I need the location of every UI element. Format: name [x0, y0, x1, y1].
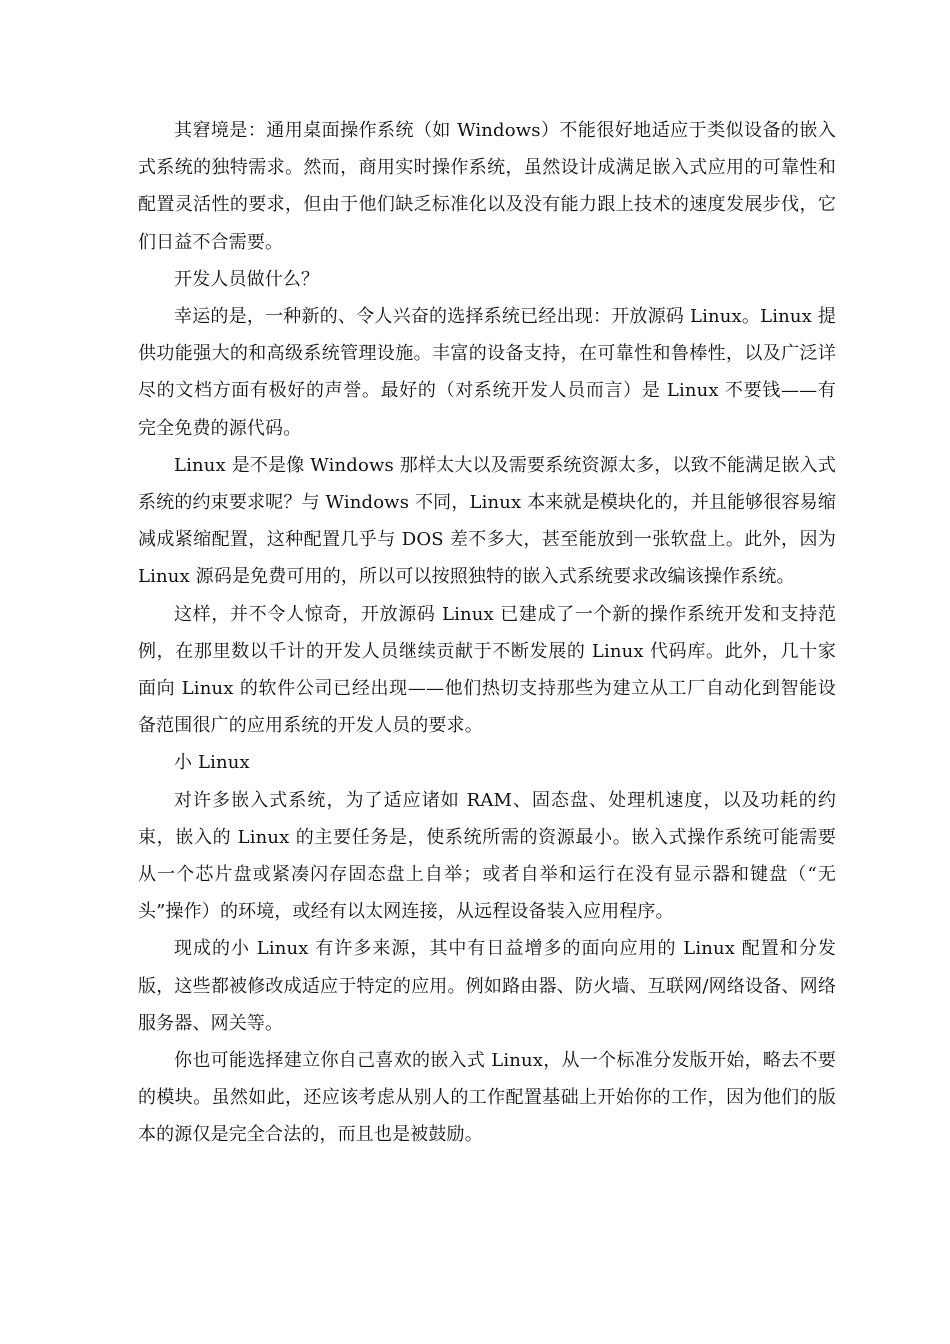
- section-heading-what-to-do: 开发人员做什么？: [174, 268, 320, 290]
- section-heading-small-linux: 小 Linux: [174, 752, 250, 774]
- paragraph-linux-vs-windows: Linux 是不是像 Windows 那样太大以及需要系统资源太多，以致不能满足嵌入式系统的约束要求呢？与 Windows 不同，Linux 本来就是模块化的，并且能够很容易缩减成紧缩配置，这种配置几乎与 DOS 差不多大，甚至能放到一张软盘上。此外，因为 Linux 源码是免费可用的，所以可以按照独特的嵌入式系统要求改编该操作系统。: [138, 454, 836, 588]
- paragraph-development-paradigm: 这样，并不令人惊奇，开放源码 Linux 已建成了一个新的操作系统开发和支持范例，在那里数以千计的开发人员继续贡献于不断发展的 Linux 代码库。此外，几十家面向 Linux 的软件公司已经出现——他们热切支持那些为建立从工厂自动化到智能设备范围很广的应用系统的开发人员的要求。: [138, 603, 836, 737]
- document-page: [138, 112, 836, 1154]
- paragraph-resource-constraints: 对许多嵌入式系统，为了适应诸如 RAM、固态盘、处理机速度，以及功耗的约束，嵌入的 Linux 的主要任务是，使系统所需的资源最小。嵌入式操作系统可能需要从一个芯片盘或紧凑闪存固态盘上自举；或者自举和运行在没有显示器和键盘（“无头”操作）的环境，或经有以太网连接，从远程设备装入应用程序。: [138, 789, 836, 923]
- paragraph-open-source-linux: 幸运的是，一种新的、令人兴奋的选择系统已经出现：开放源码 Linux。Linux 提供功能强大的和高级系统管理设施。丰富的设备支持，在可靠性和鲁棒性，以及广泛详尽的文档方面有极好的声誉。最好的（对系统开发人员而言）是 Linux 不要钱——有完全免费的源代码。: [138, 306, 836, 439]
- paragraph-dilemma: 其窘境是：通用桌面操作系统（如 Windows）不能很好地适应于类似设备的嵌入式系统的独特需求。然而，商用实时操作系统，虽然设计成满足嵌入式应用的可靠性和配置灵活性的要求，但由于他们缺乏标准化以及没有能力跟上技术的速度发展步伐，它们日益不合需要。: [138, 120, 836, 253]
- paragraph-build-your-own: 你也可能选择建立你自己喜欢的嵌入式 Linux，从一个标准分发版开始，略去不要的模块。虽然如此，还应该考虑从别人的工作配置基础上开始你的工作，因为他们的版本的源仅是完全合法的，而且也是被鼓励。: [138, 1050, 836, 1146]
- paragraph-ready-made-distributions: 现成的小 Linux 有许多来源，其中有日益增多的面向应用的 Linux 配置和分发版，这些都被修改成适应于特定的应用。例如路由器、防火墙、互联网/网络设备、网络服务器、网关等。: [138, 938, 836, 1034]
